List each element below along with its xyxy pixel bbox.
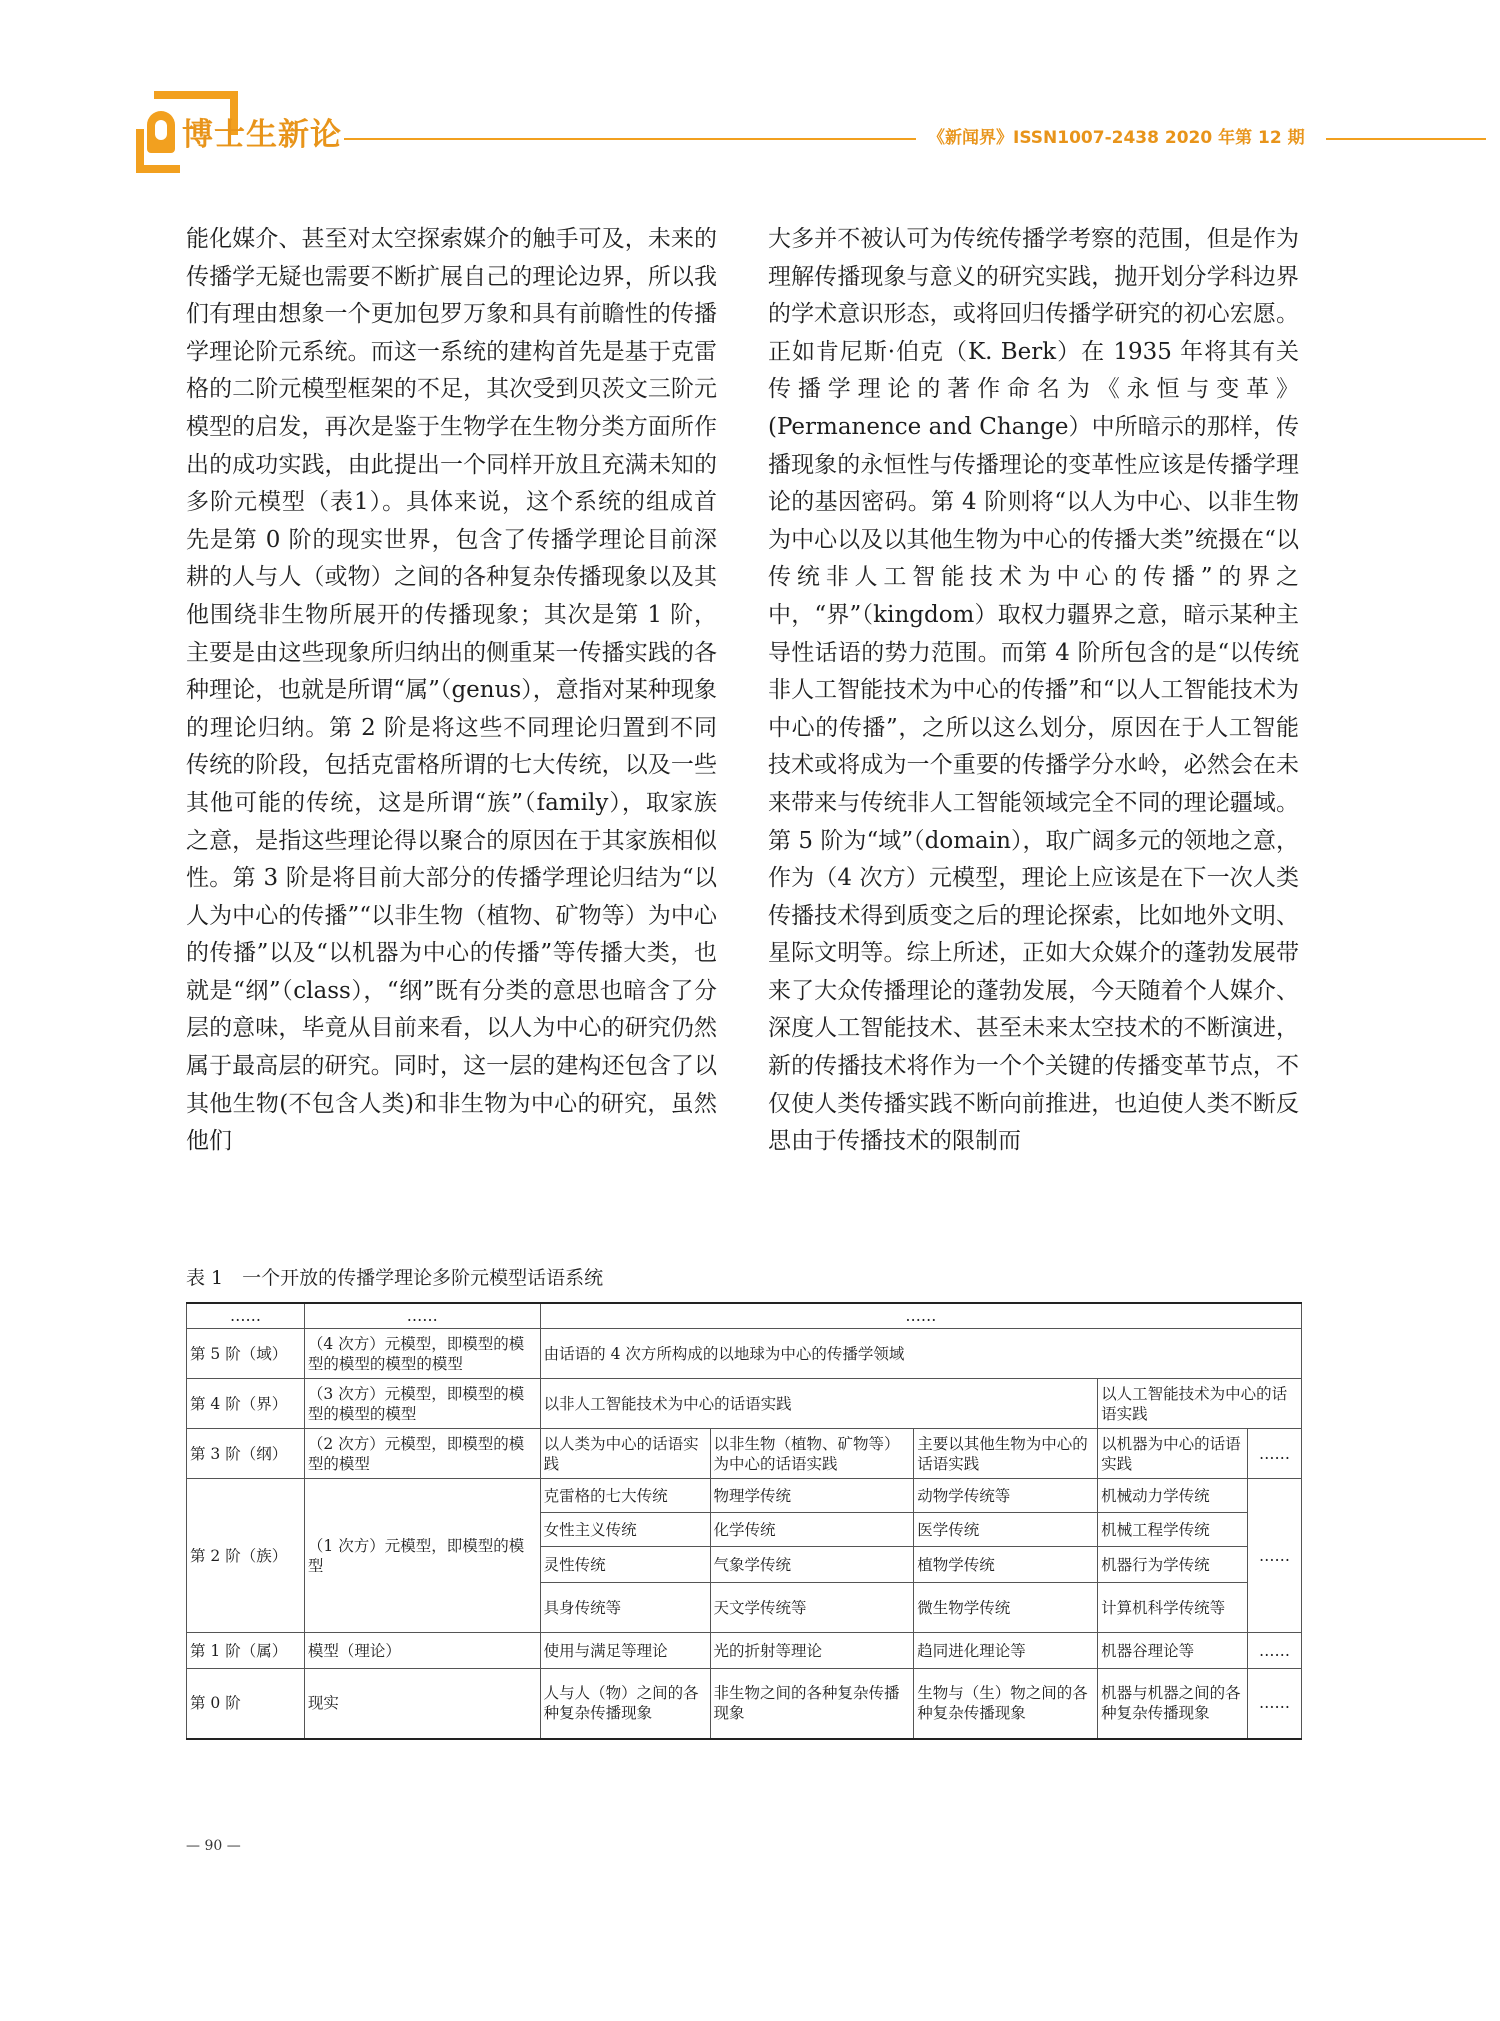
table-row <box>187 1429 1302 1479</box>
table-cell: 具身传统等 <box>540 1583 710 1633</box>
table-cell: 使用与满足等理论 <box>540 1633 710 1669</box>
table-cell: 以非生物（植物、矿物等）为中心的话语实践 <box>710 1429 914 1479</box>
table-cell: 物理学传统 <box>710 1479 914 1513</box>
table-caption: 表 1 一个开放的传播学理论多阶元模型话语系统 <box>186 1267 604 1289</box>
level-cell: 第 2 阶（族） <box>187 1479 305 1633</box>
model-cell: （2 次方）元模型，即模型的模型的模型 <box>304 1429 540 1479</box>
table-cell: 机器谷理论等 <box>1098 1633 1248 1669</box>
model-cell: （4 次方）元模型，即模型的模型的模型的模型的模型 <box>304 1329 540 1379</box>
table-cell: 克雷格的七大传统 <box>540 1479 710 1513</box>
header-rule-right <box>1326 138 1486 140</box>
header-rule-left <box>344 138 916 140</box>
journal-info: 《新闻界》ISSN1007-2438 2020 年第 12 期 <box>928 128 1305 148</box>
table-cell: …… <box>1247 1633 1301 1669</box>
table-cell: 气象学传统 <box>710 1547 914 1583</box>
table-cell: …… <box>1247 1479 1301 1633</box>
table-cell: 动物学传统等 <box>914 1479 1098 1513</box>
table-cell: 光的折射等理论 <box>710 1633 914 1669</box>
table-cell: …… <box>1247 1669 1301 1739</box>
table-row <box>187 1303 1302 1329</box>
table-cell: 由话语的 4 次方所构成的以地球为中心的传播学领域 <box>540 1329 1301 1379</box>
level-cell: 第 1 阶（属） <box>187 1633 305 1669</box>
microphone-icon <box>147 111 175 153</box>
table-cell: …… <box>540 1303 1301 1329</box>
model-cell: （1 次方）元模型，即模型的模型 <box>304 1479 540 1633</box>
table-cell: 主要以其他生物为中心的话语实践 <box>914 1429 1098 1479</box>
table-cell: 生物与（生）物之间的各种复杂传播现象 <box>914 1669 1098 1739</box>
table-cell: 医学传统 <box>914 1513 1098 1547</box>
table-cell: 机器与机器之间的各种复杂传播现象 <box>1098 1669 1248 1739</box>
table-cell: 以非人工智能技术为中心的话语实践 <box>540 1379 1097 1429</box>
table-cell: 以机器为中心的话语实践 <box>1098 1429 1248 1479</box>
model-cell: 模型（理论） <box>304 1633 540 1669</box>
table-cell: 植物学传统 <box>914 1547 1098 1583</box>
table-cell: 灵性传统 <box>540 1547 710 1583</box>
table-cell: 机械动力学传统 <box>1098 1479 1248 1513</box>
table-cell: 趋同进化理论等 <box>914 1633 1098 1669</box>
model-cell: 现实 <box>304 1669 540 1739</box>
level-cell: 第 3 阶（纲） <box>187 1429 305 1479</box>
level-cell: 第 0 阶 <box>187 1669 305 1739</box>
table-row <box>187 1669 1302 1739</box>
table-cell: 人与人（物）之间的各种复杂传播现象 <box>540 1669 710 1739</box>
table-cell: 以人工智能技术为中心的话语实践 <box>1098 1379 1302 1429</box>
table-cell: …… <box>304 1303 540 1329</box>
model-table <box>186 1302 1302 1740</box>
table-cell: …… <box>1247 1429 1301 1479</box>
table-cell: 女性主义传统 <box>540 1513 710 1547</box>
table-row <box>187 1633 1302 1669</box>
body-right-column: 大多并不被认可为传统传播学考察的范围，但是作为理解传播现象与意义的研究实践，抛开划分学科边界的学术意识形态，或将回归传播学研究的初心宏愿。正如肯尼斯·伯克（K. Berk）在 1935 年将其有关传播学理论的著作命名为《永恒与变革》(Permanence and Change）中所暗示的那样，传播现象的永恒性与传播理论的变革性应该是传播学理论的基因密码。第 4 阶则将“以人为中心、以非生物为中心以及以其他生物为中心的传播大类”统摄在“以传统非人工智能技术为中心的传播”的界之中，“界”（kingdom）取权力疆界之意，暗示某种主导性话语的势力范围。而第 4 阶所包含的是“以传统非人工智能技术为中心的传播”和“以人工智能技术为中心的传播”，之所以这么划分，原因在于人工智能技术或将成为一个重要的传播学分水岭，必然会在未来带来与传统非人工智能领域完全不同的理论疆域。第 5 阶为“域”（domain），取广阔多元的领地之意，作为（4 次方）元模型，理论上应该是在下一次人类传播技术得到质变之后的理论探索，比如地外文明、星际文明等。综上所述，正如大众媒介的蓬勃发展带来了大众传播理论的蓬勃发展，今天随着个人媒介、深度人工智能技术、甚至未来太空技术的不断演进，新的传播技术将作为一个个关键的传播变革节点，不仅使人类传播实践不断向前推进，也迫使人类不断反思由于传播技术的限制而 <box>768 226 1299 1155</box>
body-left-column: 能化媒介、甚至对太空探索媒介的触手可及，未来的传播学无疑也需要不断扩展自己的理论边界，所以我们有理由想象一个更加包罗万象和具有前瞻性的传播学理论阶元系统。而这一系统的建构首先是基于克雷格的二阶元模型框架的不足，其次受到贝茨文三阶元模型的启发，再次是鉴于生物学在生物分类方面所作出的成功实践，由此提出一个同样开放且充满未知的多阶元模型（表1）。具体来说，这个系统的组成首先是第 0 阶的现实世界，包含了传播学理论目前深耕的人与人（或物）之间的各种复杂传播现象以及其他围绕非生物所展开的传播现象；其次是第 1 阶，主要是由这些现象所归纳出的侧重某一传播实践的各种理论，也就是所谓“属”（genus），意指对某种现象的理论归纳。第 2 阶是将这些不同理论归置到不同传统的阶段，包括克雷格所谓的七大传统，以及一些其他可能的传统，这是所谓“族”（family），取家族之意，是指这些理论得以聚合的原因在于其家族相似性。第 3 阶是将目前大部分的传播学理论归结为“以人为中心的传播”“以非生物（植物、矿物等）为中心的传播”以及“以机器为中心的传播”等传播大类，也就是“纲”（class），“纲”既有分类的意思也暗含了分层的意味，毕竟从目前来看，以人为中心的研究仍然属于最高层的研究。同时，这一层的建构还包含了以其他生物(不包含人类)和非生物为中心的研究，虽然他们 <box>186 226 717 1155</box>
table-row <box>187 1329 1302 1379</box>
section-title: 博士生新论 <box>182 117 342 153</box>
table-cell: 以人类为中心的话语实践 <box>540 1429 710 1479</box>
table-cell: 计算机科学传统等 <box>1098 1583 1248 1633</box>
table-cell: 化学传统 <box>710 1513 914 1547</box>
table-cell: 机械工程学传统 <box>1098 1513 1248 1547</box>
level-cell: 第 4 阶（界） <box>187 1379 305 1429</box>
table-row <box>187 1379 1302 1429</box>
level-cell: 第 5 阶（域） <box>187 1329 305 1379</box>
table-cell: 非生物之间的各种复杂传播现象 <box>710 1669 914 1739</box>
page-number: — 90 — <box>186 1838 241 1854</box>
table-cell: …… <box>187 1303 305 1329</box>
table-cell: 天文学传统等 <box>710 1583 914 1633</box>
model-cell: （3 次方）元模型，即模型的模型的模型的模型 <box>304 1379 540 1429</box>
table-row <box>187 1479 1302 1513</box>
table-cell: 微生物学传统 <box>914 1583 1098 1633</box>
table-cell: 机器行为学传统 <box>1098 1547 1248 1583</box>
